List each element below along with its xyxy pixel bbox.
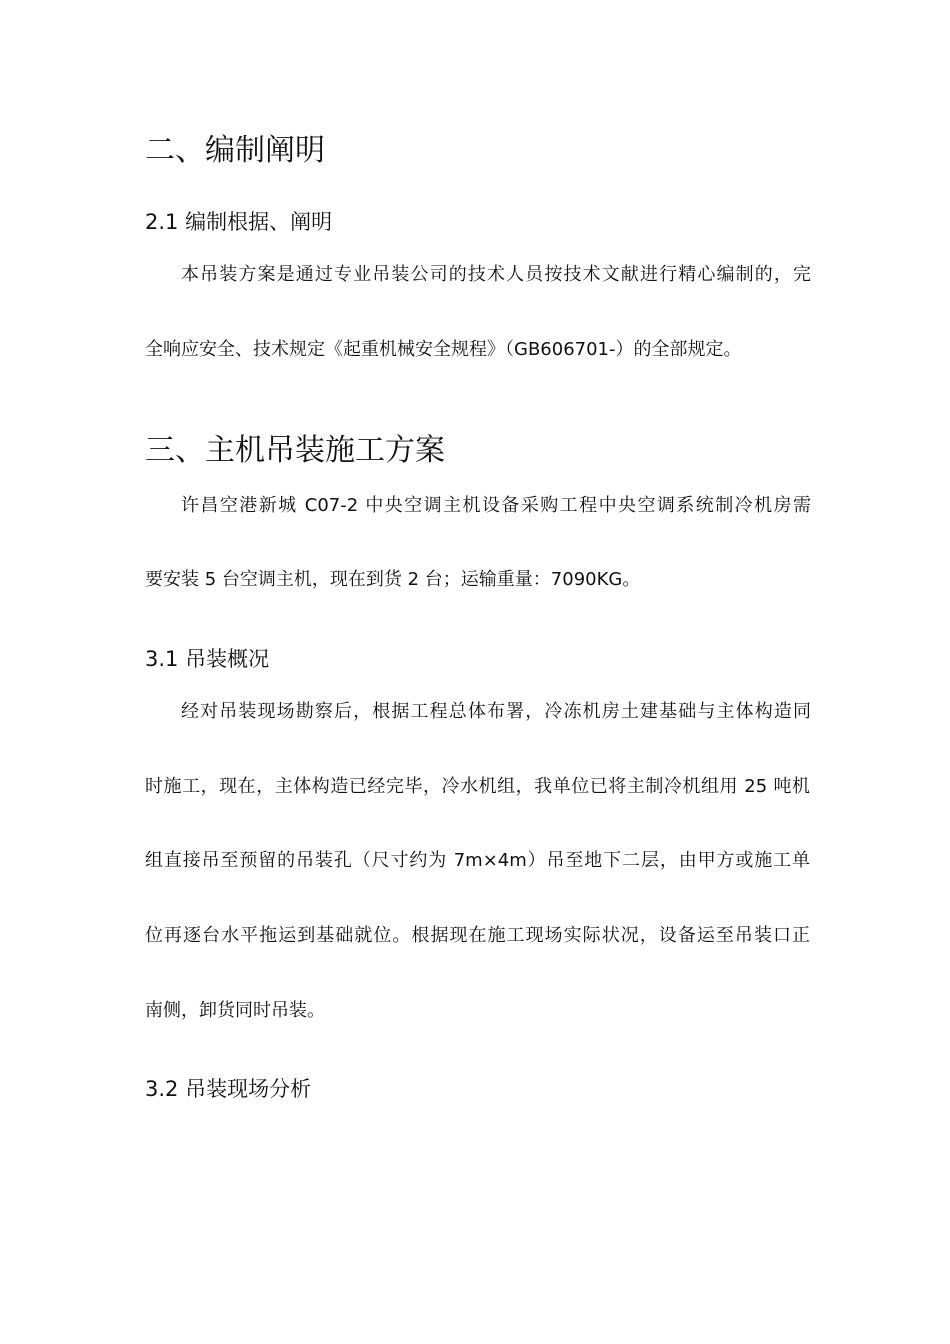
paragraph-line: 本吊装方案是通过专业吊装公司的技术人员按技术文献进行精心编制的，完	[181, 264, 811, 285]
paragraph-line: 许昌空港新城 C07-2 中央空调主机设备采购工程中央空调系统制冷机房需	[181, 495, 811, 516]
subsection-heading-3-1: 3.1 吊装概况	[145, 647, 270, 671]
paragraph-line: 南侧，卸货同时吊装。	[145, 1000, 325, 1021]
paragraph-line: 组直接吊至预留的吊装孔（尺寸约为 7m×4m）吊至地下二层，由甲方或施工单	[145, 850, 810, 871]
paragraph-line: 全响应安全、技术规定《起重机械安全规程》（GB606701-）的全部规定。	[145, 339, 742, 360]
paragraph-line: 时施工，现在，主体构造已经完毕，冷水机组，我单位已将主制冷机组用 25 吨机	[145, 776, 810, 797]
paragraph-line: 位再逐台水平拖运到基础就位。根据现在施工现场实际状况，设备运至吊装口正	[145, 925, 810, 946]
subsection-heading-2-1: 2.1 编制根据、阐明	[145, 210, 333, 234]
paragraph-line: 经对吊装现场勘察后，根据工程总体布署，冷冻机房土建基础与主体构造同	[181, 701, 811, 722]
subsection-heading-3-2: 3.2 吊装现场分析	[145, 1077, 312, 1101]
paragraph-line: 要安装 5 台空调主机，现在到货 2 台；运输重量：7090KG。	[145, 569, 641, 590]
section-heading-3: 三、主机吊装施工方案	[145, 433, 445, 468]
section-heading-2: 二、编制阐明	[145, 133, 325, 168]
